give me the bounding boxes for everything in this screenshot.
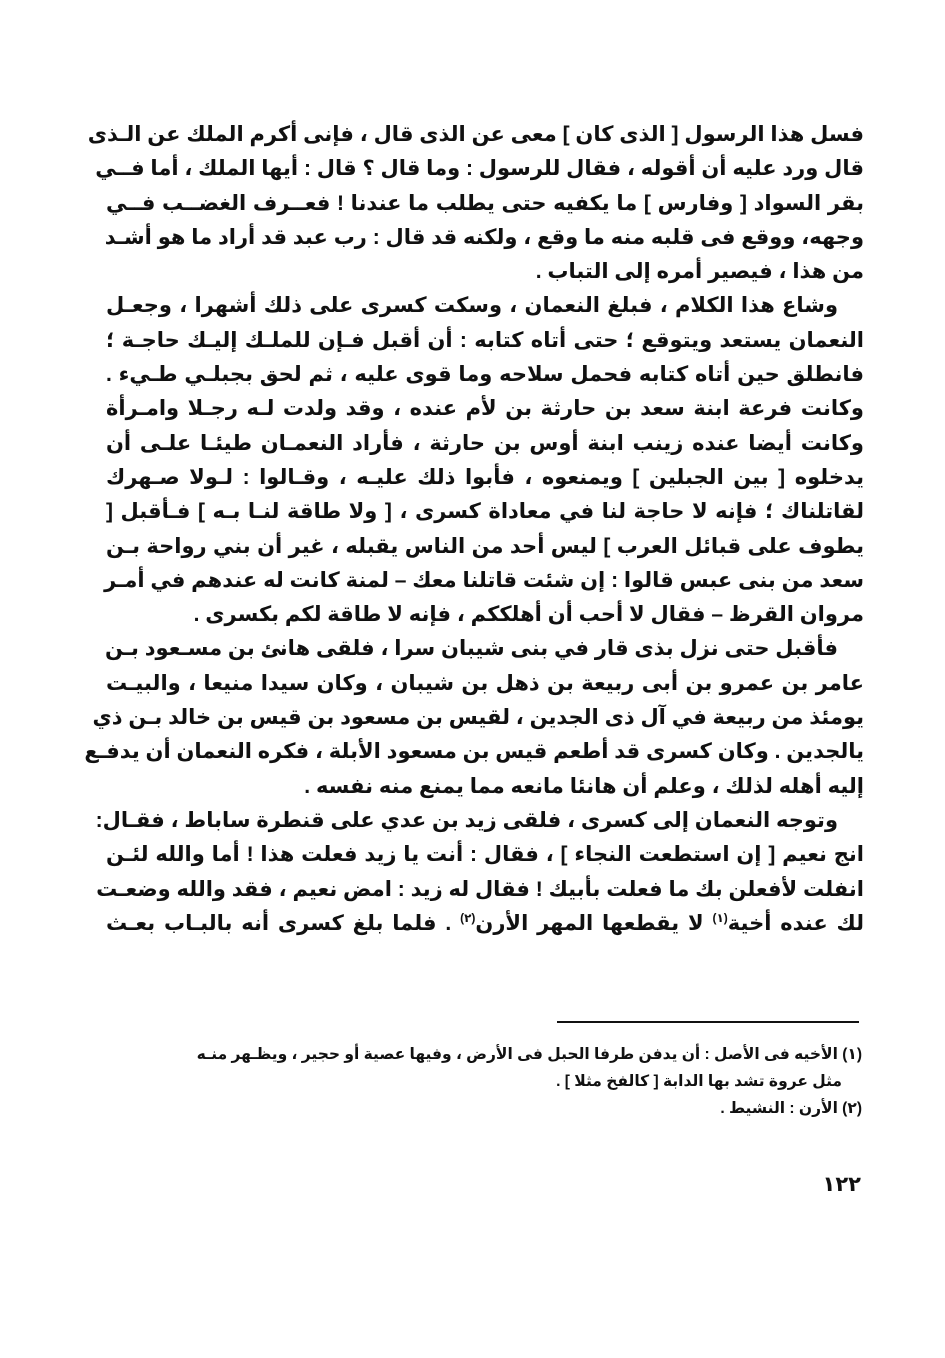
paragraph [106, 289, 864, 632]
text-line: عامر بن عمرو بن أبى ربيعة بن ذهل بن شيبان ، وكان سيدا منيعا ، والبيـت [106, 671, 864, 695]
text-line: إليه أهله لذلك ، وعلم أن هانئا مانعه مما يمنع منه نفسه . [304, 774, 864, 798]
text-line: سعد من بنى عبس قالوا : إن شئت قاتلنا معك – لمنة كانت له عندهم في أمـر [104, 568, 864, 592]
footnote-1: (١) الأخيه فى الأصل : أن يدفن طرفا الحبل فى الأرض ، وفيها عصية أو حجير ، ويظـهر منـه [196, 1046, 862, 1063]
text-line: النعمان يستعد ويتوقع ؛ حتى أتاه كتابه : أن أقبل فـإن للملـك إليـك حاجـة ؛ [106, 328, 864, 352]
footnote-divider [557, 1021, 859, 1023]
last-body-line [106, 907, 864, 941]
footnotes [102, 1041, 862, 1122]
text-line: انج نعيم [ إن استطعت النجاء ] ، فقال : أنت يا زيد فعلت هذا ! أما والله لئـن [106, 843, 864, 867]
text-segment: لك عنده أخية [727, 911, 864, 935]
text-segment: لا يقطعها المهر الأرن [475, 911, 713, 935]
text-line: وتوجه النعمان إلى كسرى ، فلقى زيد بن عدي على قنطرة ساباط ، فقـال: [95, 808, 838, 832]
body-text [84, 118, 864, 941]
text-line: من هذا ، فيصير أمره إلى التباب . [535, 260, 864, 284]
text-line: يالجدين . وكان كسرى قد أطعم قيس بن مسعود الأبلة ، فكره النعمان أن يدفـع [84, 740, 864, 764]
text-line: وكانت فرعة ابنة سعد بن حارثة بن لأم عنده ، وقد ولدت لـه رجـلا وامـرأة [106, 397, 864, 421]
paragraph [87, 118, 864, 289]
text-line: وجهه، ووقع فى قلبه منه ما وقع ، ولكنه قد قال : رب عبد قد أراد ما هو أشـد [104, 225, 864, 249]
text-line: قال ورد عليه أن أقوله ، فقال للرسول : وما قال ؟ قال : أيها الملك ، أما فــي [95, 157, 864, 181]
footnote-ref-1[interactable]: (١) [712, 910, 728, 925]
paragraph [84, 632, 864, 803]
text-line: مروان القرظ – فقال لا أحب أن أهلككم ، فإنه لا طاقة لكم بكسرى . [193, 603, 864, 627]
paragraphs [84, 118, 864, 907]
text-line: فسل هذا الرسول [ الذى كان ] معى عن الذى قال ، فإنى أكرم الملك عن الـذى [87, 123, 864, 146]
page-number: ١٢٢ [822, 1173, 861, 1196]
footnote-2: (٢) الأرن : النشيط . [720, 1100, 862, 1117]
text-line: يدخلوه [ بين الجبلين ] ويمنعوه ، فأبوا ذلك عليـه ، وقـالوا : لـولا صـهرك [106, 465, 864, 489]
paragraph [95, 804, 864, 907]
text-segment: . فلما بلغ كسرى أنه بالبـاب بعـث [106, 911, 461, 935]
text-line: وكانت أيضا عنده زينب ابنة أوس بن حارثة ، فأراد النعمـان طيئـا علـى أن [106, 431, 864, 455]
text-line: لقاتلناك ؛ فإنه لا حاجة لنا في معاداة كسرى ، [ ولا طاقة لنـا بـه ] فـأقبل [ [106, 500, 864, 524]
text-line: وشاع هذا الكلام ، فبلغ النعمان ، وسكت كسرى على ذلك أشهرا ، وجعـل [106, 294, 838, 318]
text-line: يطوف على قبائل العرب ] ليس أحد من الناس يقبله ، غير أن بني رواحة بـن [106, 534, 864, 558]
text-line: فانطلق حين أتاه كتابه فحمل سلاحه وما قوى عليه ، ثم لحق بجبلـي طـيء . [106, 363, 864, 387]
text-line: فأقبل حتى نزل بذى قار في بنى شيبان سرا ، فلقى هانئ بن مسـعود بـن [104, 637, 838, 661]
footnote-ref-2[interactable]: (٢) [460, 910, 476, 925]
text-line: يومئذ من ربيعة في آل ذى الجدين ، لقيس بن مسعود بن قيس بن خالد بـن ذي [92, 706, 864, 730]
text-line: انفلت لأفعلن بك ما فعلت بأبيك ! فقال له زيد : امض نعيم ، فقد والله وضعـت [96, 877, 864, 901]
text-line: بقر السواد [ وفارس ] ما يكفيه حتى يطلب ما عندنا ! فعــرف الغضــب فــي [106, 191, 864, 215]
footnote-1-continued: مثل عروة تشد بها الدابة [ كالفخ مثلا ] . [556, 1073, 842, 1090]
